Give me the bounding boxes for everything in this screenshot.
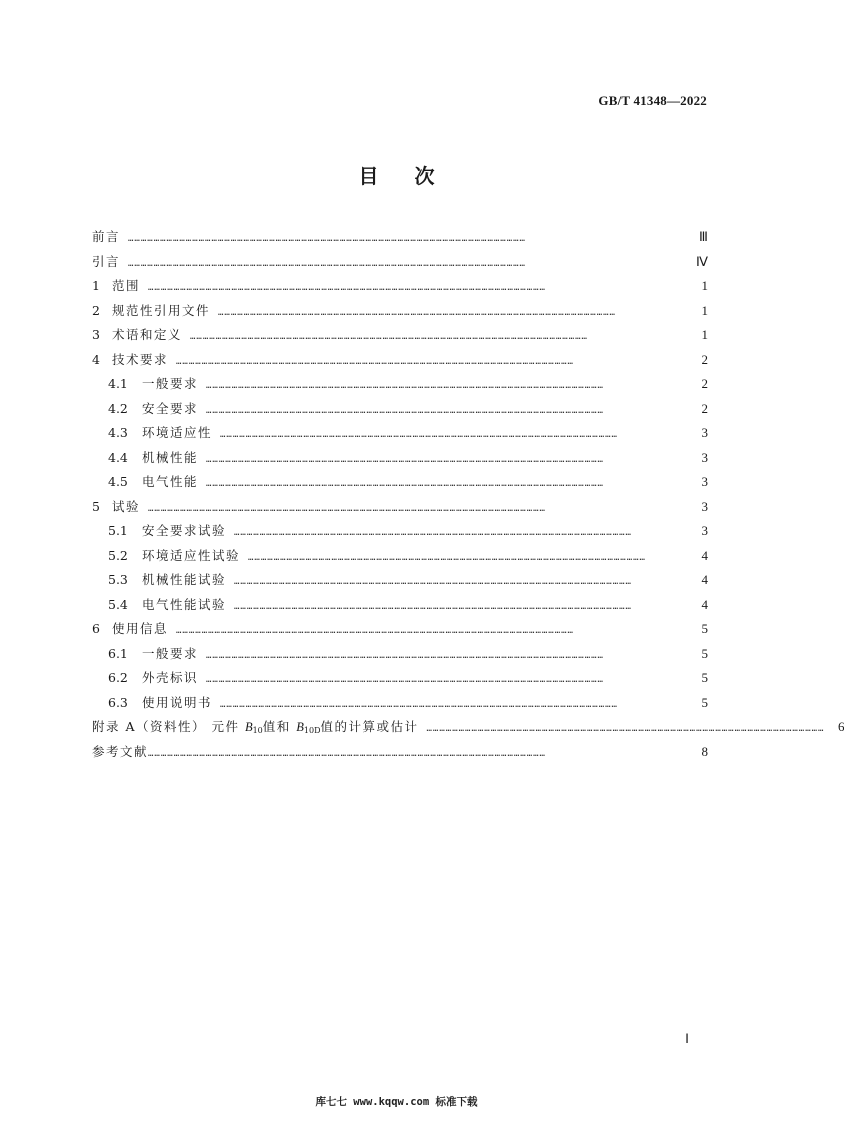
toc-page: Ⅲ — [699, 229, 708, 244]
leader-dots: …………………………………………………………………………………………………………………………………………………………………… — [234, 601, 632, 612]
toc-page: 1 — [701, 327, 708, 342]
leader-dots: …………………………………………………………………………………………………………………………………………………………………… — [234, 528, 632, 538]
toc-page: 6 — [837, 719, 844, 734]
toc-entry-1[interactable] — [92, 277, 708, 302]
toc-number: 5.2 — [108, 547, 128, 563]
toc-page: 3 — [701, 425, 708, 440]
leader-dots: …………………………………………………………………………………………………………………………………………………………………… — [128, 234, 526, 244]
leader-dots: …………………………………………………………………………………………………………………………………………………………………… — [206, 405, 604, 416]
toc-entry-appendix-a[interactable] — [92, 718, 844, 743]
table-of-contents — [92, 228, 844, 767]
title-char-2: 次 — [414, 164, 435, 188]
toc-number: 4.1 — [108, 376, 128, 391]
toc-entry-preface[interactable] — [92, 228, 708, 253]
toc-label: 环境适应性试验 — [142, 547, 241, 563]
toc-page: 3 — [701, 523, 708, 538]
toc-number: 2 — [92, 302, 100, 318]
toc-page: 3 — [701, 498, 708, 514]
toc-page: 4 — [701, 596, 708, 612]
toc-page: 5 — [701, 694, 708, 710]
toc-label: 技术要求 — [112, 351, 169, 367]
toc-entry-intro[interactable] — [92, 253, 708, 278]
toc-label: 规范性引用文件 — [112, 302, 211, 318]
leader-dots: …………………………………………………………………………………………………………………………………………………………………… — [234, 577, 632, 587]
toc-entry-3[interactable] — [92, 326, 708, 351]
page-number: Ⅰ — [685, 1031, 689, 1046]
toc-label: 使用说明书 — [142, 694, 213, 710]
toc-label: 机械性能试验 — [142, 572, 227, 587]
toc-entry-6-2[interactable] — [92, 669, 708, 694]
toc-label: 机械性能 — [142, 449, 199, 465]
toc-label: 一般要求 — [142, 376, 199, 391]
toc-entry-5-2[interactable] — [92, 547, 708, 572]
leader-dots: …………………………………………………………………………………………………………………………………………………………………… — [248, 552, 646, 563]
toc-label: 一般要求 — [142, 645, 199, 661]
leader-dots: …………………………………………………………………………………………………………………………………………………………………… — [206, 454, 604, 465]
leader-dots: …………………………………………………………………………………………………………………………………………………………………… — [148, 503, 546, 514]
toc-page: 5 — [701, 645, 708, 661]
toc-entry-5-4[interactable] — [92, 596, 708, 621]
toc-entry-6-3[interactable] — [92, 694, 708, 719]
toc-entry-4-4[interactable] — [92, 449, 708, 474]
leader-dots: …………………………………………………………………………………………………………………………………………………………………… — [148, 748, 546, 759]
toc-entry-6-1[interactable] — [92, 645, 708, 670]
toc-page: 4 — [701, 572, 708, 587]
toc-label: 范围 — [112, 278, 141, 293]
toc-number: 3 — [92, 327, 100, 342]
appendix-prefix: 附录 A（资料性） 元件 — [92, 719, 245, 734]
appendix-suffix: 值的计算或估计 — [320, 719, 419, 734]
standard-code: GB/T 41348—2022 — [598, 93, 707, 108]
toc-label: 引言 — [92, 253, 121, 269]
toc-page: 2 — [701, 400, 708, 416]
toc-number: 4.2 — [108, 400, 128, 416]
toc-number: 5.4 — [108, 596, 128, 612]
toc-number: 4.4 — [108, 449, 128, 465]
toc-page: 3 — [701, 474, 708, 489]
toc-page: 1 — [701, 278, 708, 293]
toc-page: 5 — [701, 670, 708, 685]
toc-entry-6[interactable] — [92, 620, 708, 645]
toc-entry-2[interactable] — [92, 302, 708, 327]
toc-number: 4 — [92, 351, 100, 367]
toc-label: 电气性能试验 — [142, 596, 227, 612]
toc-number: 6.3 — [108, 694, 128, 710]
toc-number: 5.1 — [108, 523, 128, 538]
page-title — [0, 160, 793, 189]
toc-entry-4-3[interactable] — [92, 424, 708, 449]
appendix-mid: 值和 — [262, 719, 297, 734]
toc-page: 2 — [701, 376, 708, 391]
b-subscript: 10D — [303, 726, 321, 735]
toc-page: 5 — [701, 621, 708, 636]
toc-number: 5.3 — [108, 572, 128, 587]
toc-number: 6.2 — [108, 670, 128, 685]
toc-number: 6 — [92, 621, 100, 636]
toc-number: 6.1 — [108, 645, 128, 661]
b-symbol: B — [296, 720, 304, 734]
toc-entry-4-2[interactable] — [92, 400, 708, 425]
leader-dots: …………………………………………………………………………………………………………………………………………………………………… — [148, 283, 546, 293]
leader-dots: …………………………………………………………………………………………………………………………………………………………………… — [176, 626, 574, 636]
title-char-1: 目 — [358, 164, 379, 188]
toc-label: 环境适应性 — [142, 425, 213, 440]
toc-label — [92, 718, 419, 740]
toc-entry-5-1[interactable] — [92, 522, 708, 547]
leader-dots: …………………………………………………………………………………………………………………………………………………………………… — [206, 675, 604, 685]
leader-dots: …………………………………………………………………………………………………………………………………………………………………… — [128, 258, 526, 269]
toc-label: 电气性能 — [142, 474, 199, 489]
toc-number: 5 — [92, 498, 100, 514]
toc-entry-4[interactable] — [92, 351, 708, 376]
toc-label: 术语和定义 — [112, 327, 183, 342]
leader-dots: …………………………………………………………………………………………………………………………………………………………………… — [190, 332, 588, 342]
toc-label: 安全要求试验 — [142, 523, 227, 538]
toc-page: 3 — [701, 449, 708, 465]
leader-dots: …………………………………………………………………………………………………………………………………………………………………… — [220, 430, 618, 440]
toc-entry-4-5[interactable] — [92, 473, 708, 498]
toc-label: 安全要求 — [142, 400, 199, 416]
toc-entry-references[interactable] — [92, 743, 708, 768]
leader-dots: …………………………………………………………………………………………………………………………………………………………………… — [206, 650, 604, 661]
toc-label: 前言 — [92, 229, 121, 244]
toc-number: 1 — [92, 278, 100, 293]
toc-label: 参考文献 — [92, 743, 149, 759]
footer-watermark: 库七七 www.kqqw.com 标准下载 — [315, 1096, 478, 1108]
toc-entry-5-3[interactable] — [92, 571, 708, 596]
toc-label: 使用信息 — [112, 621, 169, 636]
toc-label: 外壳标识 — [142, 670, 199, 685]
leader-dots: …………………………………………………………………………………………………………………………………………………………………… — [176, 356, 574, 367]
toc-page: 1 — [701, 302, 708, 318]
leader-dots: …………………………………………………………………………………………………………………………………………………………………… — [218, 307, 616, 318]
leader-dots: …………………………………………………………………………………………………………………………………………………………………… — [220, 699, 618, 710]
leader-dots: …………………………………………………………………………………………………………………………………………………………………… — [426, 724, 825, 734]
toc-number: 4.3 — [108, 425, 128, 440]
toc-page: 8 — [701, 743, 708, 759]
toc-entry-5[interactable] — [92, 498, 708, 523]
b-symbol: B — [244, 720, 253, 734]
toc-label: 试验 — [112, 498, 141, 514]
toc-page: 4 — [701, 547, 708, 563]
toc-page: 2 — [701, 351, 708, 367]
b-subscript: 10 — [252, 726, 263, 735]
leader-dots: …………………………………………………………………………………………………………………………………………………………………… — [206, 479, 604, 489]
toc-number: 4.5 — [108, 474, 128, 489]
leader-dots: …………………………………………………………………………………………………………………………………………………………………… — [206, 381, 604, 391]
toc-page: Ⅳ — [696, 253, 708, 269]
toc-entry-4-1[interactable] — [92, 375, 708, 400]
